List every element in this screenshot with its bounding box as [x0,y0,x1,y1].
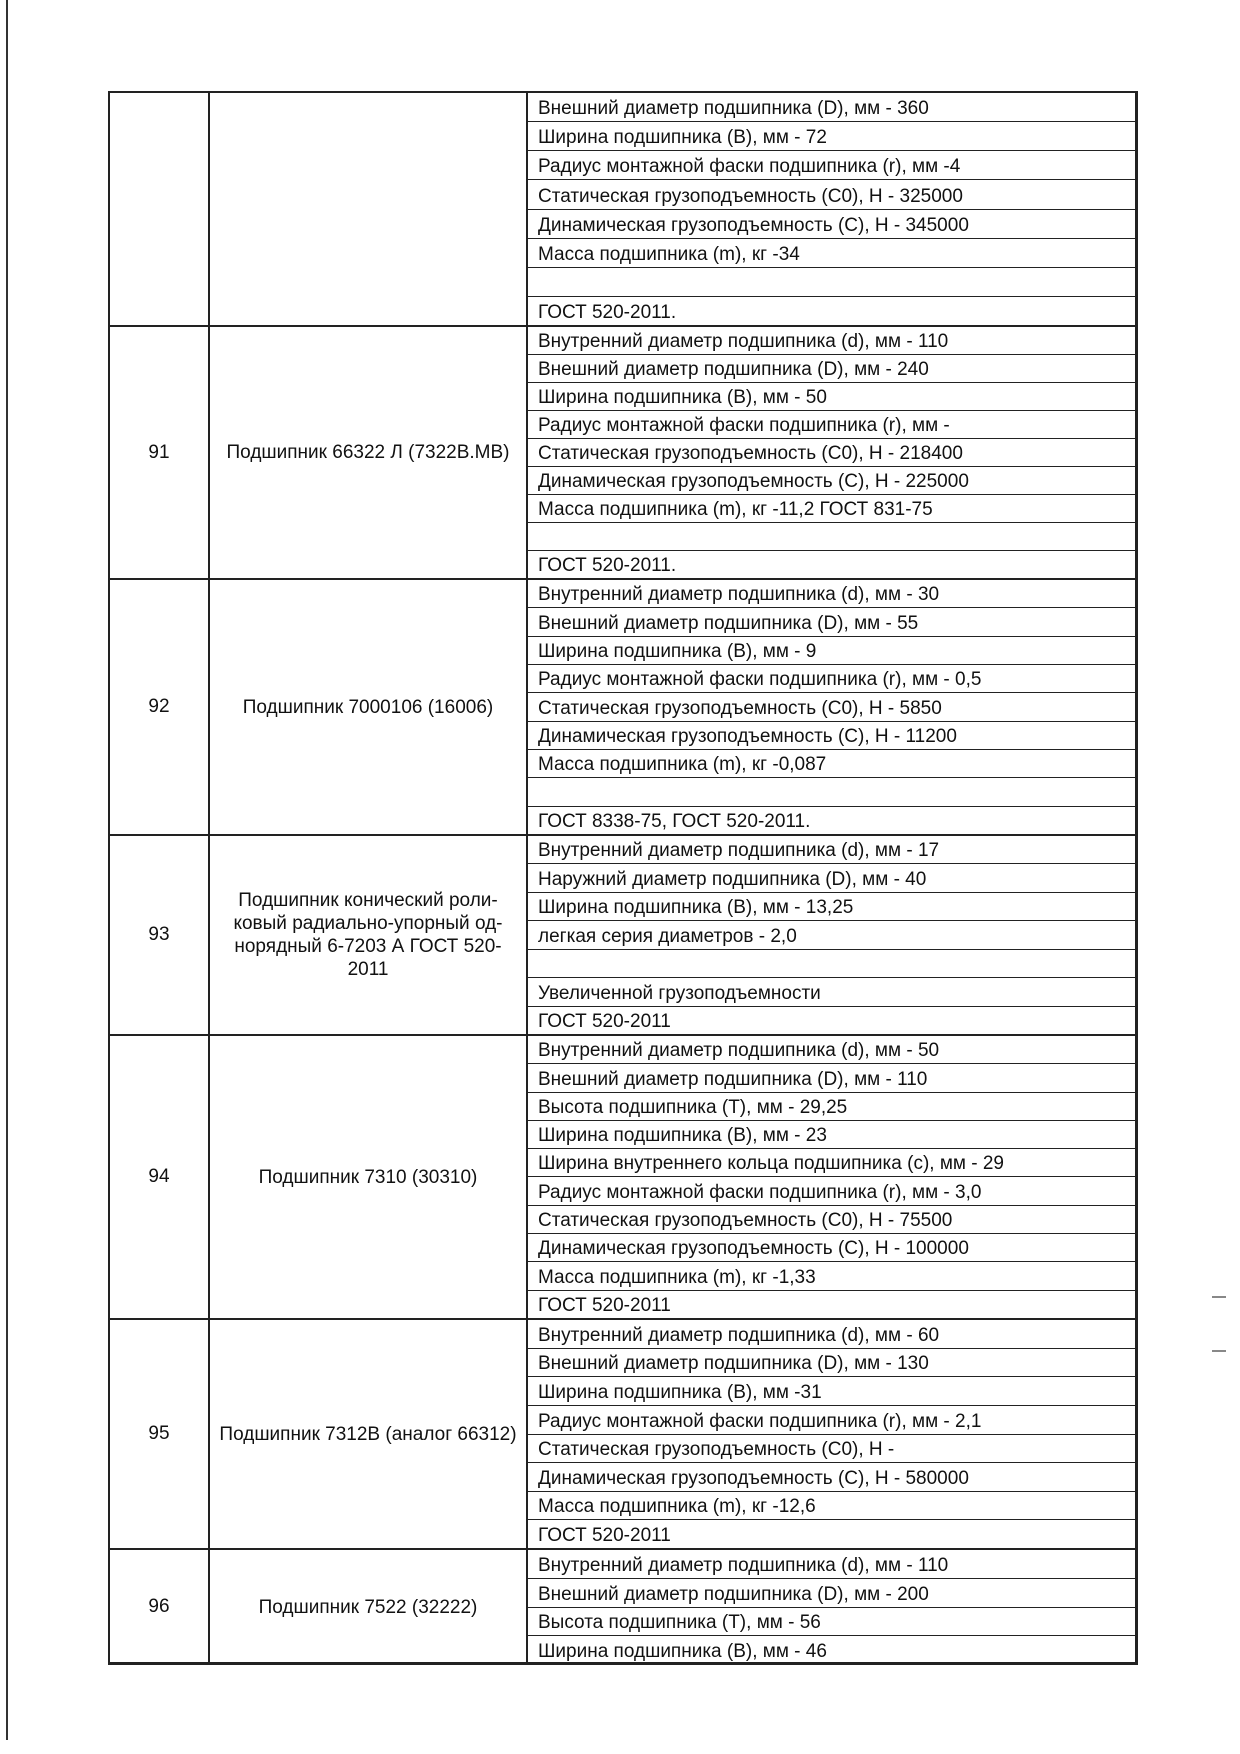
spec-line: Внутренний диаметр подшипника (d), мм - 30 [528,580,1136,608]
spec-line: Статическая грузоподъемность (С0), Н - 75500 [528,1206,1136,1234]
spec-line: Внешний диаметр подшипника (D), мм - 55 [528,608,1136,636]
spec-line: Масса подшипника (m), кг -0,087 [528,750,1136,778]
spec-line: Ширина внутреннего кольца подшипника (с), мм - 29 [528,1149,1136,1177]
spec-list [528,1036,1136,1318]
spec-line: Внутренний диаметр подшипника (d), мм - 110 [528,327,1136,355]
spec-line: Ширина подшипника (В), мм - 13,25 [528,893,1136,921]
spec-line: Ширина подшипника (В), мм - 46 [538,1641,827,1662]
spec-list [528,1320,1136,1548]
spec-line: Масса подшипника (m), кг -12,6 [528,1492,1136,1521]
product-name [210,93,528,325]
spec-line: Наружний диаметр подшипника (D), мм - 40 [528,864,1136,892]
row-number: 92 [110,580,210,834]
spec-list [528,1550,1136,1664]
spec-line: ГОСТ 520-2011 [538,1294,671,1316]
table-row [110,834,1136,1034]
spec-line: ГОСТ 8338-75, ГОСТ 520-2011. [538,810,811,832]
row-number: 95 [110,1320,210,1548]
spec-line: ГОСТ 520-2011. [538,302,677,323]
product-name: Подшипник 7310 (30310) [210,1036,528,1318]
table-row [110,1318,1136,1548]
row-number: 93 [110,836,210,1034]
spec-line: Ширина подшипника (В), мм - 72 [528,122,1136,151]
spec-list [528,836,1136,1034]
spec-line: Статическая грузоподъемность (С0), Н - 325000 [528,180,1136,209]
spec-list [528,93,1136,325]
spec-line: Масса подшипника (m), кг -34 [528,239,1136,268]
spec-list [528,580,1136,834]
scan-mark [1212,1296,1226,1298]
spec-line: Внешний диаметр подшипника (D), мм - 110 [528,1064,1136,1092]
product-name: Подшипник конический роли-ковый радиально-упорный од-норядный 6-7203 А ГОСТ 520-2011 [210,836,528,1034]
page-edge-line [6,0,8,1740]
spec-line: Статическая грузоподъемность (С0), Н - 218400 [528,439,1136,467]
spec-line: ГОСТ 520-2011 [538,1010,671,1032]
table-row [110,1548,1136,1664]
spec-line: Ширина подшипника (В), мм - 50 [528,383,1136,411]
product-name: Подшипник 7522 (32222) [210,1550,528,1664]
spec-line: Масса подшипника (m), кг -11,2 ГОСТ 831-75 [528,495,1136,523]
row-number: 94 [110,1036,210,1318]
row-number [110,93,210,325]
table-row [110,1034,1136,1318]
spec-line: Внутренний диаметр подшипника (d), мм - 17 [528,836,1136,864]
spec-line: Внутренний диаметр подшипника (d), мм - 60 [528,1320,1136,1349]
spec-line: Динамическая грузоподъемность (С), Н - 345000 [528,210,1136,239]
table-row [110,578,1136,834]
spec-line [528,268,1136,297]
table-row [110,93,1136,325]
product-name: Подшипник 7312В (аналог 66312) [210,1320,528,1548]
spec-line: Радиус монтажной фаски подшипника (r), мм - 0,5 [528,665,1136,693]
spec-line: Радиус монтажной фаски подшипника (r), мм - 2,1 [528,1406,1136,1435]
row-number: 91 [110,327,210,578]
spec-line: Внешний диаметр подшипника (D), мм - 200 [528,1579,1136,1608]
bearings-table [108,91,1138,1665]
product-name: Подшипник 66322 Л (7322В.МВ) [210,327,528,578]
spec-line: ГОСТ 520-2011 [538,1525,671,1546]
spec-line: Внутренний диаметр подшипника (d), мм - 110 [528,1550,1136,1579]
row-number: 96 [110,1550,210,1664]
spec-line [528,778,1136,806]
spec-line: Внешний диаметр подшипника (D), мм - 130 [528,1349,1136,1378]
spec-line: Внешний диаметр подшипника (D), мм - 360 [528,93,1136,122]
spec-line: Статическая грузоподъемность (С0), Н - 5850 [528,693,1136,721]
spec-line: Динамическая грузоподъемность (С), Н - 11200 [528,722,1136,750]
spec-line: Высота подшипника (Т), мм - 56 [528,1608,1136,1637]
product-name: Подшипник 7000106 (16006) [210,580,528,834]
spec-line: Динамическая грузоподъемность (С), Н - 100000 [528,1234,1136,1262]
spec-line: Ширина подшипника (В), мм -31 [528,1377,1136,1406]
spec-line: Динамическая грузоподъемность (С), Н - 580000 [528,1463,1136,1492]
spec-line: Увеличенной грузоподъемности [528,978,1136,1006]
spec-line: ГОСТ 520-2011. [538,555,677,576]
spec-line: Динамическая грузоподъемность (С), Н - 225000 [528,467,1136,495]
spec-line: Масса подшипника (m), кг -1,33 [528,1262,1136,1290]
scan-mark [1212,1350,1226,1352]
spec-line: Ширина подшипника (В), мм - 9 [528,637,1136,665]
spec-line: Радиус монтажной фаски подшипника (r), мм -4 [528,151,1136,180]
table-row [110,325,1136,578]
spec-line: Статическая грузоподъемность (С0), Н - [528,1435,1136,1464]
spec-line: Внутренний диаметр подшипника (d), мм - 50 [528,1036,1136,1064]
spec-line: Радиус монтажной фаски подшипника (r), мм - [528,411,1136,439]
spec-line [528,950,1136,978]
spec-line: Высота подшипника (Т), мм - 29,25 [528,1093,1136,1121]
spec-line [528,523,1136,551]
spec-line: Ширина подшипника (В), мм - 23 [528,1121,1136,1149]
spec-line: Радиус монтажной фаски подшипника (r), мм - 3,0 [528,1177,1136,1205]
spec-line: Внешний диаметр подшипника (D), мм - 240 [528,355,1136,383]
spec-line: легкая серия диаметров - 2,0 [528,921,1136,949]
spec-list [528,327,1136,578]
